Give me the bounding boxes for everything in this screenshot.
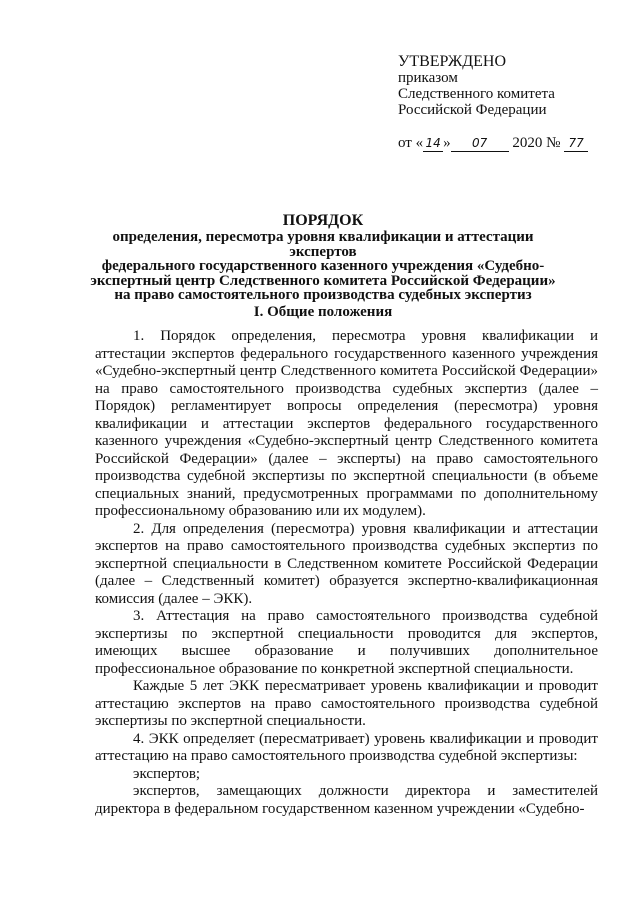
document-subtitle-line: на право самостоятельного производства судебных экспертиз [114, 287, 532, 303]
document-subtitle-line: определения, пересмотра уровня квалификации и аттестации экспертов [112, 229, 534, 260]
paragraph-3-continued: Каждые 5 лет ЭКК пересматривает уровень квалификации и проводит аттестацию экспертов на право самостоятельного производства судебной экспертизы по экспертной специальности. [95, 678, 598, 729]
approval-stamp [398, 54, 618, 152]
paragraph-4: 4. ЭКК определяет (пересматривает) уровень квалификации и проводит аттестацию на право самостоятельного производства судебной экспертизы: [95, 730, 598, 764]
document-subtitle-line: федерального государственного казенного учреждения «Судебно- [101, 258, 545, 274]
approval-line-federation: Российской Федерации [398, 102, 547, 118]
order-number: 77 [564, 135, 588, 152]
date-prefix: от « [398, 135, 424, 151]
paragraph-4-item-directors: экспертов, замещающих должности директора и заместителей директора в федеральном государственном казенном учреждении «Судебно- [95, 783, 598, 817]
paragraph-2: 2. Для определения (пересмотра) уровня квалификации и аттестации экспертов на право самостоятельного производства судебных экспертиз по экспертной специальности в Следственном комитете Российской Федерации (далее – Следственный комитет) образуется экспертно-квалификационная комиссия (далее – ЭКК). [95, 520, 598, 607]
approval-date-line [398, 135, 618, 152]
date-year: 2020 № [512, 135, 561, 151]
date-month: 07 [451, 135, 509, 152]
document-title-block [88, 212, 558, 303]
paragraph-4-item-experts: экспертов; [133, 765, 201, 782]
date-day: 14 [423, 135, 443, 152]
paragraph-3: 3. Аттестация на право самостоятельного производства судебной экспертизы по экспертной специальности проводится для экспертов, имеющих высшее образование и получивших дополнительное профессиональное образование по конкретной экспертной специальности. [95, 608, 598, 677]
approval-line-order: приказом [398, 70, 458, 86]
document-subtitle-line: экспертный центр Следственного комитета Российской Федерации» [90, 272, 556, 289]
approval-line-committee: Следственного комитета [398, 86, 555, 102]
approval-heading: УТВЕРЖДЕНО [398, 53, 507, 70]
date-close-quote: » [443, 135, 451, 151]
document-body [95, 328, 598, 818]
paragraph-1: 1. Порядок определения, пересмотра уровня квалификации и аттестации экспертов федерального государственного казенного учреждения «Судебно-экспертный центр Следственного комитета Российской Федерации» на право самостоятельного производства судебных экспертиз (далее – Порядок) регламентирует вопросы определения (пересмотра) уровня квалификации и аттестации экспертов федерального государственного казенного учреждения «Судебно-экспертный центр Следственного комитета Российской Федерации» (далее – эксперты) на право самостоятельного производства судебной экспертизы по экспертной специальности (в объеме специальных знаний, предусмотренных программами по дополнительному профессиональному образованию или их модулем). [95, 328, 598, 519]
section-title: I. Общие положения [253, 304, 393, 320]
document-title: ПОРЯДОК [282, 212, 364, 229]
